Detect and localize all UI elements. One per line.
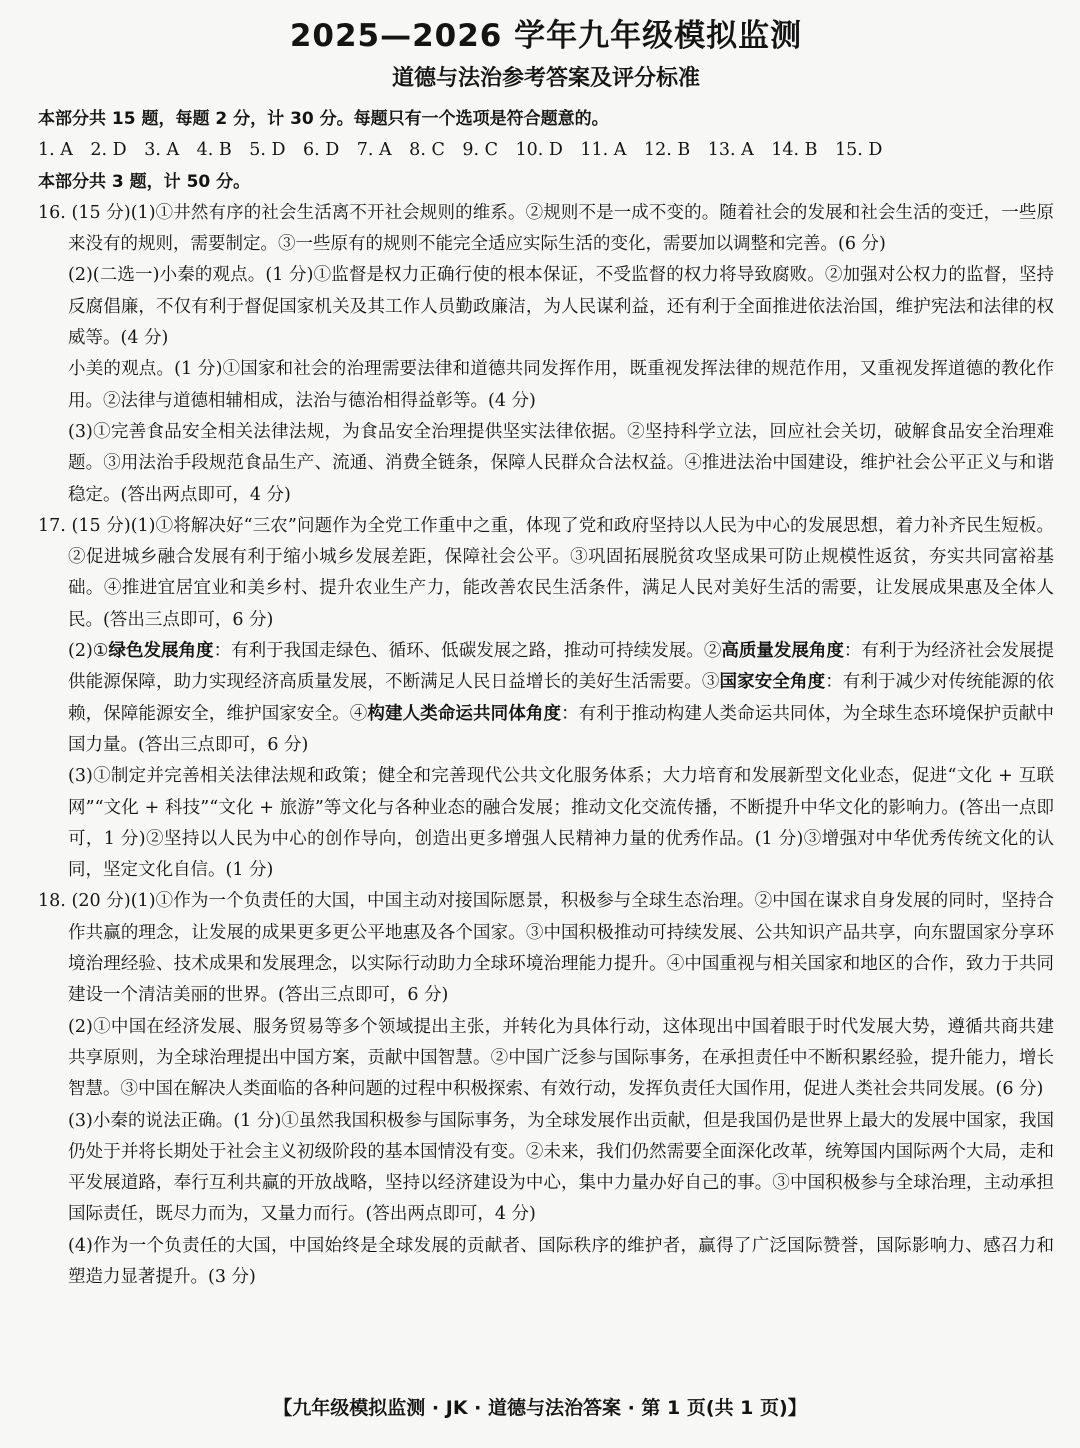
q18-part4: (4)作为一个负责任的大国，中国始终是全球发展的贡献者、国际秩序的维护者，赢得了广泛国际赞誉，国际影响力、感召力和塑造力显著提升。(3 分) [68,1235,1054,1287]
q17-part1: 17. (15 分)(1)①将解决好“三农”问题作为全党工作重中之重，体现了党和政府坚持以人民为中心的发展思想，着力补齐民生短板。②促进城乡融合发展有利于缩小城乡发展差距，保障社会公平。③巩固拓展脱贫攻坚成果可防止规模性返贫，夯实共同富裕基础。④推进宜居宜业和美乡村、提升农业生产力，能改善农民生活条件，满足人民对美好生活的需要，让发展成果惠及全体人民。(答出三点即可，6 分) [38,515,1054,630]
q16-part1: 16. (15 分)(1)①井然有序的社会生活离不开社会规则的维系。②规则不是一成不变的。随着社会的发展和社会生活的变迁，一些原来没有的规则，需要制定。③一些原有的规则不能完全适应实际生活的变化，需要加以调整和完善。(6 分) [38,202,1054,255]
q16-part2: (2)(二选一)小秦的观点。(1 分)①监督是权力正确行使的根本保证，不受监督的权力将导致腐败。②加强对公权力的监督，坚持反腐倡廉，不仅有利于督促国家机关及其工作人员勤政廉洁，为人民谋利益，还有利于全面推进依法治国，维护宪法和法律的权威等。(4 分) [68,265,1054,349]
q17-part2-text-c: ：有利于为经济社会发展提供能源保障，助力实现经济高质量发展，不断满足人民日益增长的美好生活需要。③ [68,641,1055,693]
q18-part2: (2)①中国在经济发展、服务贸易等多个领域提出主张，并转化为具体行动，这体现出中国着眼于时代发展大势，遵循共商共建共享原则，为全球治理提出中国方案，贡献中国智慧。②中国广泛参与国际事务，在承担责任中不断积累经验，提升能力，增长智慧。③中国在解决人类面临的各种问题的过程中积极探索、有效行动，发挥负责任大国作用，促进人类社会共同发展。(6 分) [68,1016,1054,1100]
q16-part2-alt: 小美的观点。(1 分)①国家和社会的治理需要法律和道德共同发挥作用，既重视发挥法律的规范作用，又重视发挥道德的教化作用。②法律与道德相辅相成，法治与德治相得益彰等。(4 分) [68,359,1054,411]
keyword-shared-future: 构建人类命运共同体角度 [367,703,562,724]
q17-part2-text-d: ：有利于减少对传统能源的依赖，保障能源安全，维护国家安全。④ [68,672,1055,724]
q17-part2-text-a: (2)① [68,641,109,662]
q18-part3: (3)小秦的说法正确。(1 分)①虽然我国积极参与国际事务，为全球发展作出贡献，但是我国仍是世界上最大的发展中国家，我国仍处于并将长期处于社会主义初级阶段的基本国情没有变。②未来，我们仍然需要全面深化改革，统筹国内国际两个大局，走和平发展道路，奉行互利共赢的开放战略，坚持以经济建设为中心，集中力量办好自己的事。③中国积极参与全球治理，主动承担国际责任，既尽力而为，又量力而行。(答出两点即可，4 分) [68,1110,1054,1225]
page-footer: 【九年级模拟监测 · JK · 道德与法治答案 · 第 1 页(共 1 页)】 [273,1397,807,1419]
page-subtitle: 道德与法治参考答案及评分标准 [391,66,700,91]
q17-part2 [38,636,1054,761]
q18-part1: 18. (20 分)(1)①作为一个负责任的大国，中国主动对接国际愿景，积极参与全球生态治理。②中国在谋求自身发展的同时，坚持合作共赢的理念，让发展的成果更多更公平地惠及各个国家。③中国积极推动可持续发展、公共知识产品共享，向东盟国家分享环境治理经验、技术成果和发展理念，以实际行动助力全球环境治理能力提升。④中国重视与相关国家和地区的合作，致力于共同建设一个清洁美丽的世界。(答出三点即可，6 分) [38,891,1054,1006]
section2-header: 本部分共 3 题，计 50 分。 [38,171,251,192]
keyword-national-security: 国家安全角度 [719,672,826,693]
section1-header: 本部分共 15 题，每题 2 分，计 30 分。每题只有一个选项是符合题意的。 [38,109,609,129]
page-title: 2025—2026 学年九年级模拟监测 [289,18,803,54]
q16-part3: (3)①完善食品安全相关法律法规，为食品安全治理提供坚实法律依据。②坚持科学立法，回应社会关切，破解食品安全治理难题。③用法治手段规范食品生产、流通、消费全链条，保障人民群众合法权益。④推进法治中国建设，维护社会公平正义与和谐稳定。(答出两点即可，4 分) [68,421,1054,505]
q17-part3: (3)①制定并完善相关法律法规和政策；健全和完善现代公共文化服务体系；大力培育和发展新型文化业态，促进“文化 + 互联网”“文化 + 科技”“文化 + 旅游”等文化与各种业态的融合发展；推动文化交流传播，不断提升中华文化的影响力。(答出一点即可，1 分)②坚持以人民为中心的创作导向，创造出更多增强人民精神力量的优秀作品。(1 分)③增强对中华优秀传统文化的认同，坚定文化自信。(1 分) [68,766,1054,881]
q17-part2-text-b: ：有利于我国走绿色、循环、低碳发展之路，推动可持续发展。② [213,641,722,662]
keyword-green-development: 绿色发展角度 [108,641,214,662]
section1-answers: 1. A 2. D 3. A 4. B 5. D 6. D 7. A 8. C 9. C 10. D 11. A 12. B 13. A 14. B 15. D [38,140,883,161]
q17-part2-text-e: ：有利于推动构建人类命运共同体，为全球生态环境保护贡献中国力量。(答出三点即可，6 分) [68,703,1055,755]
keyword-high-quality-development: 高质量发展角度 [721,641,844,662]
